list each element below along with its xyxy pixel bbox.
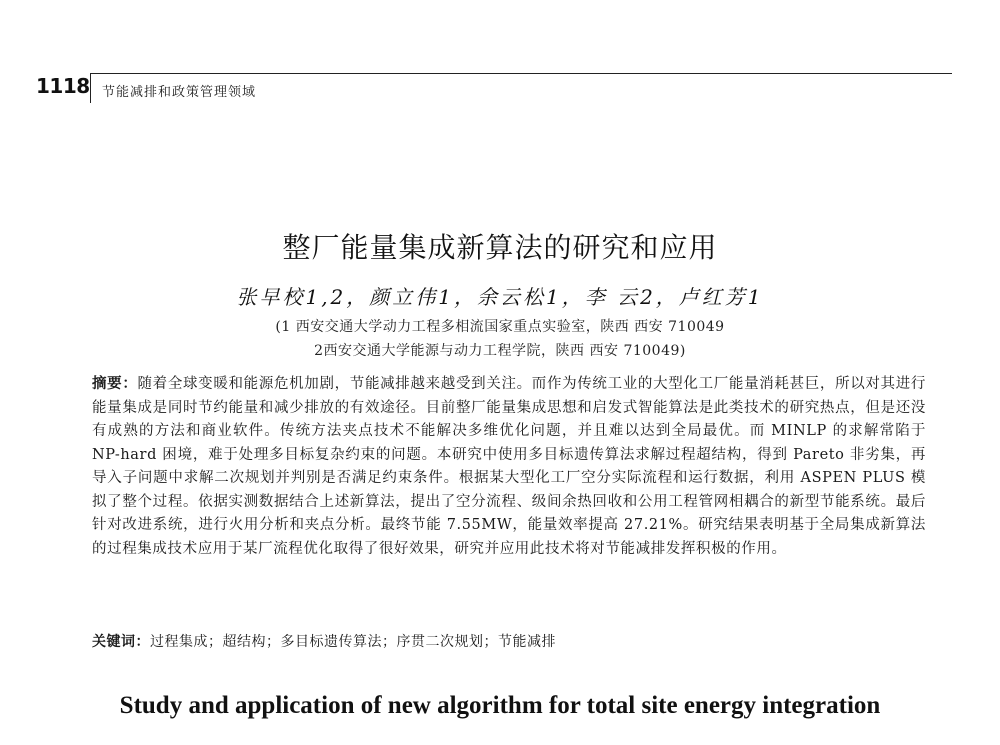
keywords — [92, 631, 926, 651]
affiliation-1: (1 西安交通大学动力工程多相流国家重点实验室，陕西 西安 710049 — [275, 319, 725, 335]
header-divider — [90, 73, 91, 103]
journal-section-title: 节能减排和政策管理领域 — [102, 85, 257, 100]
keywords-text: 过程集成；超结构；多目标遗传算法；序贯二次规划；节能减排 — [150, 634, 556, 650]
author-list: 张早校1,2，颜立伟1，余云松1，李 云2，卢红芳1 — [236, 285, 764, 309]
keywords-label: 关键词： — [92, 634, 150, 650]
header-rule — [90, 73, 952, 74]
affiliation-2: 2西安交通大学能源与动力工程学院，陕西 西安 710049) — [314, 343, 686, 359]
abstract-text: 随着全球变暖和能源危机加剧，节能减排越来越受到关注。而作为传统工业的大型化工厂能量消耗甚巨，所以对其进行能量集成是同时节约能量和减少排放的有效途径。目前整厂能量集成思想和启发式智能算法是此类技术的研究热点，但是还没有成熟的方法和商业软件。传统方法夹点技术不能解决多维优化问题，并且难以达到全局最优。而 MINLP 的求解常陷于 NP-hard 困境，难于处理多目标复杂约束的问题。本研究中使用多目标遗传算法求解过程超结构，得到 Pareto 非劣集，再导入子问题中求解二次规划并判别是否满足约束条件。根据某大型化工厂空分实际流程和运行数据，利用 ASPEN PLUS 模拟了整个过程。依据实测数据结合上述新算法，提出了空分流程、级间余热回收和公用工程管网相耦合的新型节能系统。最后针对改进系统，进行火用分析和夹点分析。最终节能 7.55MW，能量效率提高 27.21%。研究结果表明基于全局集成新算法的过程集成技术应用于某厂流程优化取得了很好效果，研究并应用此技术将对节能减排发挥积极的作用。 — [92, 376, 926, 557]
paper-title: 整厂能量集成新算法的研究和应用 — [282, 231, 718, 264]
english-title: Study and application of new algorithm for total site energy integration — [119, 692, 881, 719]
page-number: 1118 — [36, 74, 90, 98]
abstract — [92, 373, 926, 561]
abstract-label: 摘要： — [92, 376, 138, 392]
